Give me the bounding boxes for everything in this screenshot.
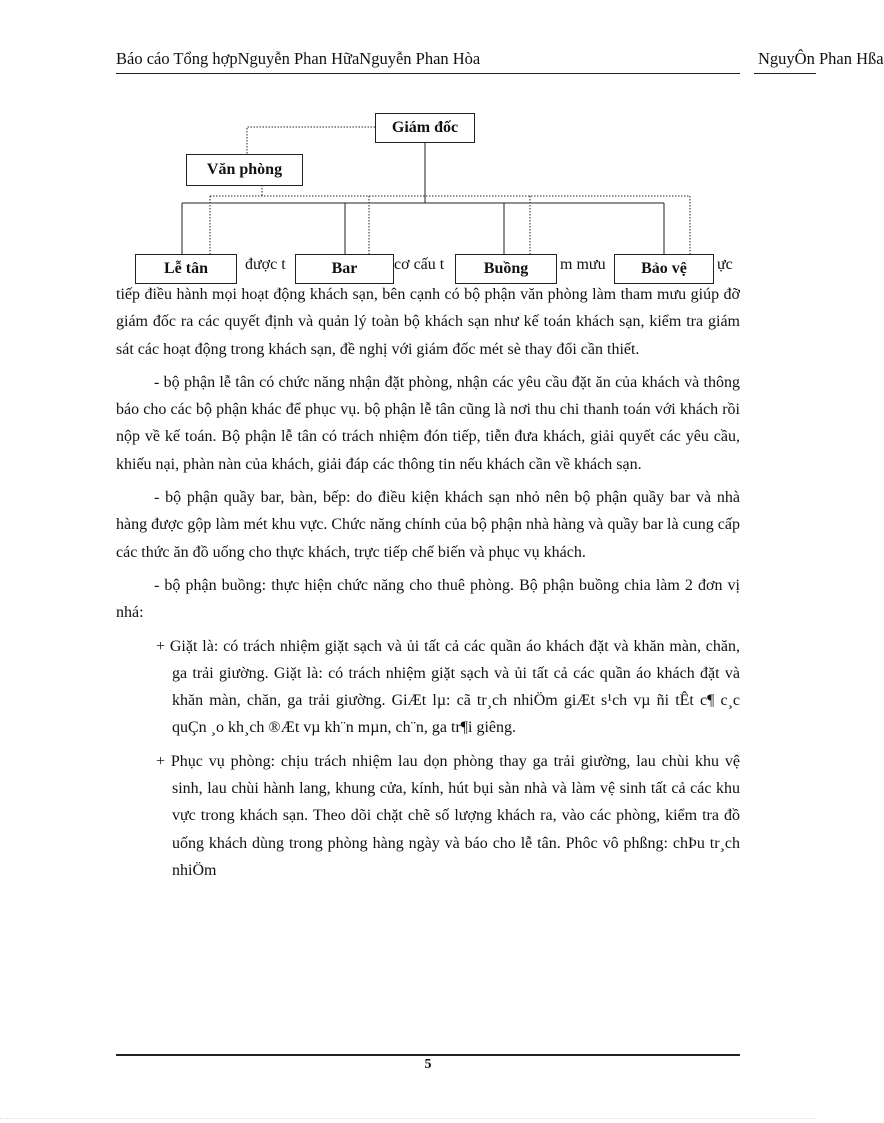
page-bottom-edge: [0, 1118, 816, 1119]
bullet-item: + Phục vụ phòng: chịu trách nhiệm lau dọn phòng thay ga trải giường, lau chùi khu vệ sinh, lau chùi hành lang, khung cửa, kính, hút bụi sàn nhà và làm vệ sinh tất cả các khu vực trong khách sạn. Theo dõi chặt chẽ số lượng khách ra, vào các phòng, kiểm tra đồ uống khách dùng trong phòng hàng ngày và báo cho lễ tân. Phôc vô phßng: chÞu tr¸ch nhiÖm: [156, 752, 740, 879]
header-author: NguyÔn Phan Hßa: [758, 49, 884, 68]
staff-link-line: [247, 127, 375, 154]
paragraph: - bộ phận buồng: thực hiện chức năng cho thuê phòng. Bộ phận buồng chia làm 2 đơn vị nhá:: [116, 576, 740, 622]
bullet-item: + Giặt là: có trách nhiệm giặt sạch và ủi tất cả các quần áo khách đặt và khăn màn, chăn, ga trải giường. Giặt là: có trách nhiệm giặt sạch và ủi tất cả các quần áo khách đặt và khăn màn, chăn, ga trải giường. GiÆt lµ: cã tr¸ch nhiÖm giÆt s¹ch vµ ñi tÊt c¶ c¸c quÇn ¸o kh¸ch ®Æt vµ kh¨n mµn, ch¨n, ga tr¶i giêng.: [156, 637, 740, 737]
ghost-text-2: cơ cấu t: [394, 256, 445, 273]
page-number: 5: [424, 1057, 432, 1072]
header-title: Báo cáo Tổng hợpNguyễn Phan HữaNguyễn Phan Hòa: [116, 49, 481, 68]
paragraph: - bộ phận lễ tân có chức năng nhận đặt phòng, nhận các yêu cầu đặt ăn của khách và thông báo cho các bộ phận khác để phục vụ. bộ phận lễ tân cũng là nơi thu chi thanh toán với khách rồi nộp về kế toán. Bộ phận lễ tân có trách nhiệm đón tiếp, tiễn đưa khách, giải quyết các yêu cầu, khiếu nại, phàn nàn của khách, giải đáp các thông tin nếu khách cần về khách sạn.: [116, 373, 740, 473]
paragraph: - bộ phận quầy bar, bàn, bếp: do điều kiện khách sạn nhỏ nên bộ phận quầy bar và nhà hàng được gộp làm mét khu vực. Chức năng chính của bộ phận nhà hàng và quầy bar là cung cấp các thức ăn đồ uống cho thực khách, trực tiếp chế biến và phục vụ khách.: [116, 489, 740, 561]
org-box-bar: Bar: [295, 254, 394, 284]
ghost-text-3: m mưu: [560, 256, 606, 273]
body-text: [116, 281, 740, 884]
org-box-buong: Buồng: [455, 254, 557, 284]
ghost-text-4: ực: [717, 256, 733, 273]
org-box-le-tan: Lễ tân: [135, 254, 237, 284]
paragraph: tiếp điều hành mọi hoạt động khách sạn, bên cạnh có bộ phận văn phòng làm tham mưu giúp đỡ giám đốc ra các quyết định và quản lý toàn bộ khách sạn như kế toán khách sạn, kiểm tra giám sát các hoạt động trong khách sạn, đề nghị với giám đốc mét sè thay đổi cần thiết.: [116, 286, 740, 358]
org-box-office: Văn phòng: [186, 154, 303, 186]
org-box-director: Giám đốc: [375, 113, 475, 143]
footer-rule: [116, 1054, 740, 1056]
org-box-bao-ve: Bảo vệ: [614, 254, 714, 284]
ghost-text-1: được t: [245, 256, 286, 273]
